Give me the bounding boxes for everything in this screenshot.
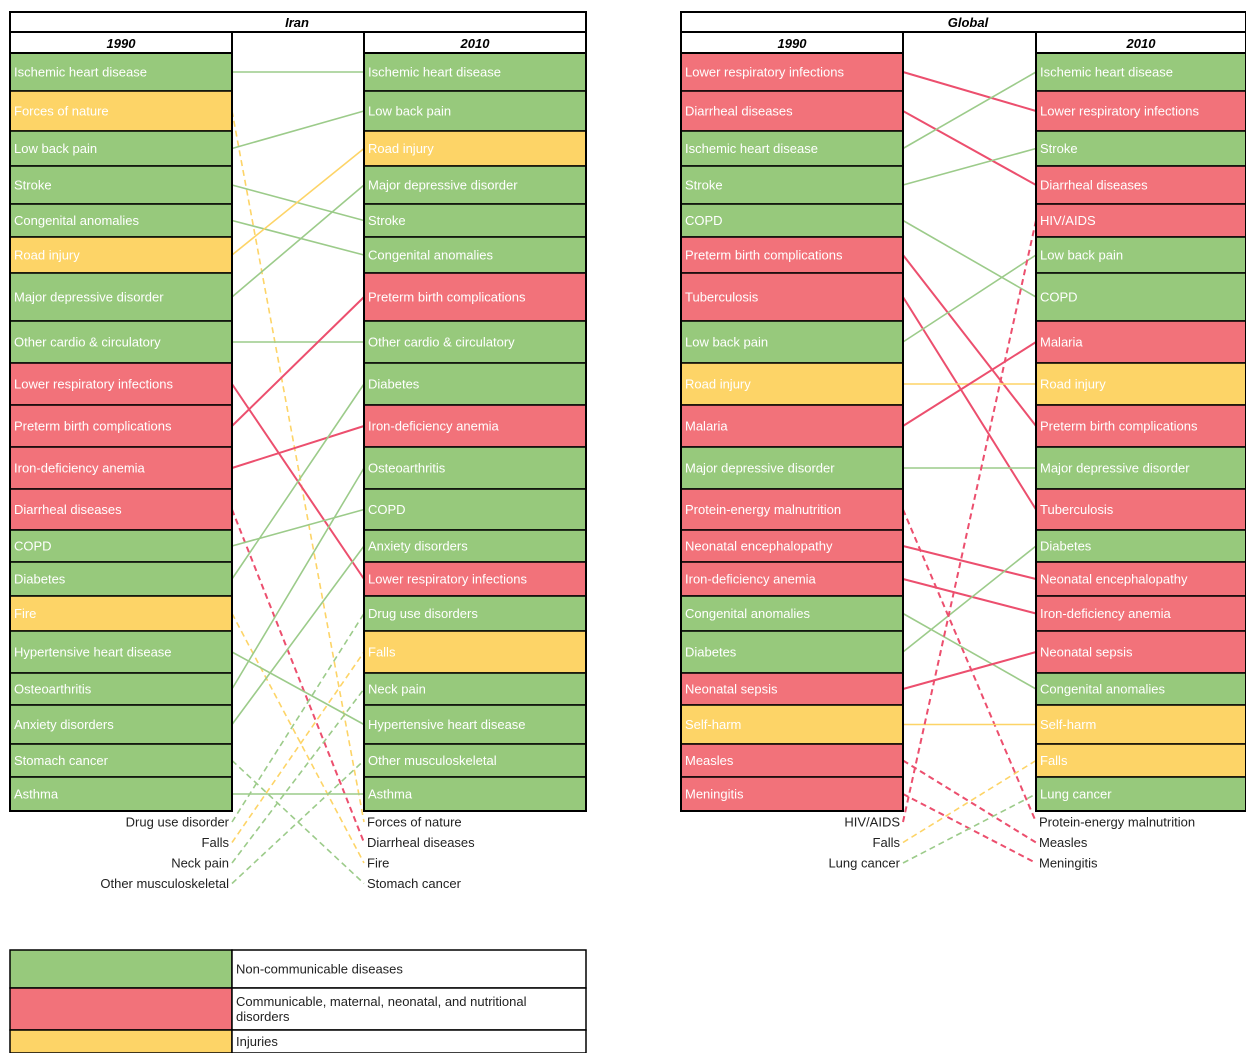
iran-2010-outside-label: Forces of nature: [367, 814, 462, 830]
iran-1990-label: Major depressive disorder: [14, 289, 164, 305]
iran-1990-outside-label: Falls: [201, 835, 229, 850]
global-1990-label: Neonatal encephalopathy: [685, 538, 833, 554]
global-2010-label: Malaria: [1040, 334, 1083, 350]
iran-1990-label: Lower respiratory infections: [14, 376, 173, 392]
global-1990-label: Diabetes: [685, 644, 737, 660]
iran-2010-label: Osteoarthritis: [368, 460, 446, 476]
iran-2010-label: Hypertensive heart disease: [368, 717, 526, 732]
iran-2010-label: Other musculoskeletal: [368, 753, 497, 768]
global-2010-label: Lung cancer: [1040, 786, 1112, 802]
iran-1990-label: Stomach cancer: [14, 753, 108, 768]
iran-2010-label: Anxiety disorders: [368, 538, 468, 554]
iran-rank-boxes: [10, 12, 586, 811]
iran-2010-outside-label: Diarrheal diseases: [367, 835, 475, 850]
global-2010-label: Congenital anomalies: [1040, 681, 1166, 697]
global-2010-label: Lower respiratory infections: [1040, 103, 1199, 119]
iran-1990-label: Fire: [14, 606, 37, 621]
iran-1990-label: Congenital anomalies: [14, 213, 140, 228]
iran-1990-label: Osteoarthritis: [14, 681, 92, 697]
global-2010-label: Stroke: [1040, 141, 1078, 156]
iran-2010-label: Falls: [368, 644, 396, 660]
global-1990-label: COPD: [685, 213, 723, 228]
legend-swatch-ncd: [10, 950, 232, 988]
global-rank-change-line: [903, 510, 1036, 823]
iran-2010-outside-label: Stomach cancer: [367, 876, 461, 891]
global-1990-label: Diarrheal diseases: [685, 103, 793, 119]
global-rank-change-line: [903, 149, 1036, 186]
global-rank-change-line: [903, 111, 1036, 185]
global-2010-label: Tuberculosis: [1040, 502, 1114, 517]
global-2010-label: Road injury: [1040, 376, 1106, 392]
global-1990-label: Tuberculosis: [685, 289, 759, 305]
global-rank-change-line: [903, 221, 1036, 298]
iran-1990-label: Diarrheal diseases: [14, 502, 122, 517]
iran-2010-label: Road injury: [368, 141, 434, 156]
global-1990-label: Congenital anomalies: [685, 606, 811, 621]
global-2010-label: Diabetes: [1040, 538, 1092, 554]
global-2010-header: 2010: [1126, 36, 1156, 51]
global-2010-label: Major depressive disorder: [1040, 460, 1190, 476]
global-2010-label: Iron-deficiency anemia: [1040, 606, 1171, 621]
global-2010-outside-label: Protein-energy malnutrition: [1039, 814, 1196, 830]
global-2010-label: Neonatal encephalopathy: [1040, 571, 1188, 587]
global-panel: [681, 12, 1246, 871]
global-2010-outside-label: Meningitis: [1039, 855, 1098, 871]
global-1990-label: Preterm birth complications: [685, 247, 843, 263]
iran-2010-header: 2010: [460, 36, 490, 51]
iran-rank-change-line: [232, 614, 364, 864]
global-1990-outside-label: HIV/AIDS: [844, 814, 900, 830]
iran-rank-change-line: [232, 221, 364, 256]
global-rank-change-line: [903, 652, 1036, 689]
iran-2010-label: COPD: [368, 502, 406, 517]
iran-2010-label: Stroke: [368, 213, 406, 228]
legend-label-cmnn: Communicable, maternal, neonatal, and nutritional: [236, 994, 527, 1009]
global-1990-header: 1990: [777, 36, 807, 51]
iran-1990-outside-label: Drug use disorder: [125, 814, 229, 830]
iran-panel-title: Iran: [285, 15, 309, 30]
global-2010-box: [1036, 744, 1246, 777]
global-rank-change-line: [903, 72, 1036, 111]
legend-label-cmnn: disorders: [236, 1009, 290, 1024]
iran-1990-label: Forces of nature: [14, 103, 109, 119]
global-1990-label: Neonatal sepsis: [685, 681, 778, 697]
legend-swatch-inj: [10, 1030, 232, 1053]
global-2010-label: Low back pain: [1040, 247, 1124, 263]
iran-2010-label: Ischemic heart disease: [368, 64, 501, 80]
iran-rank-change-line: [232, 111, 364, 149]
iran-rank-change-line: [232, 652, 364, 725]
iran-2010-label: Diabetes: [368, 376, 420, 392]
iran-2010-label: Asthma: [368, 786, 413, 802]
global-2010-label: Preterm birth complications: [1040, 418, 1198, 434]
iran-2010-label: Other cardio & circulatory: [368, 334, 515, 350]
iran-1990-label: Stroke: [14, 177, 52, 193]
iran-1990-label: Low back pain: [14, 141, 98, 156]
global-rank-change-line: [903, 614, 1036, 690]
global-2010-label: COPD: [1040, 289, 1078, 305]
iran-1990-box: [10, 596, 232, 631]
global-2010-label: Ischemic heart disease: [1040, 64, 1173, 80]
global-2010-label: Falls: [1040, 753, 1068, 768]
global-1990-label: Iron-deficiency anemia: [685, 571, 816, 587]
global-rank-change-line: [903, 255, 1036, 426]
global-rank-change-line: [903, 72, 1036, 149]
legend-text-cell: [232, 1030, 586, 1053]
legend-label-ncd: Non-communicable diseases: [236, 961, 403, 977]
global-1990-outside-label: Falls: [872, 835, 900, 850]
global-1990-label: Self-harm: [685, 717, 742, 732]
iran-1990-label: COPD: [14, 538, 52, 554]
global-1990-label: Protein-energy malnutrition: [685, 502, 842, 517]
legend-swatch-cmnn: [10, 988, 232, 1030]
global-1990-label: Lower respiratory infections: [685, 64, 844, 80]
global-1990-label: Malaria: [685, 418, 728, 434]
global-rank-change-line: [903, 221, 1036, 823]
global-1990-label: Meningitis: [685, 786, 744, 802]
iran-rank-change-line: [232, 510, 364, 547]
iran-1990-header: 1990: [106, 36, 136, 51]
legend: [10, 950, 586, 1053]
iran-rank-change-line: [232, 652, 364, 843]
iran-2010-label: Drug use disorders: [368, 606, 478, 621]
global-1990-label: Major depressive disorder: [685, 460, 835, 476]
global-rank-change-line: [903, 255, 1036, 342]
iran-1990-outside-label: Neck pain: [171, 855, 229, 871]
global-1990-label: Ischemic heart disease: [685, 141, 818, 156]
iran-2010-label: Iron-deficiency anemia: [368, 418, 499, 434]
iran-1990-label: Preterm birth complications: [14, 418, 172, 434]
iran-2010-label: Major depressive disorder: [368, 177, 518, 193]
iran-1990-label: Iron-deficiency anemia: [14, 460, 145, 476]
global-2010-outside-label: Measles: [1039, 835, 1088, 850]
iran-1990-label: Other cardio & circulatory: [14, 334, 161, 350]
global-rank-change-line: [903, 579, 1036, 614]
iran-2010-label: Low back pain: [368, 103, 452, 119]
iran-rank-change-line: [232, 297, 364, 426]
iran-panel: [10, 12, 586, 891]
iran-1990-label: Diabetes: [14, 571, 66, 587]
iran-1990-label: Road injury: [14, 247, 80, 263]
iran-2010-label: Preterm birth complications: [368, 289, 526, 305]
iran-2010-label: Lower respiratory infections: [368, 571, 527, 587]
global-1990-outside-label: Lung cancer: [828, 855, 900, 871]
global-1990-label: Measles: [685, 753, 734, 768]
global-panel-title: Global: [947, 15, 989, 30]
global-2010-label: Diarrheal diseases: [1040, 177, 1148, 193]
iran-2010-box: [364, 631, 586, 673]
iran-1990-outside-label: Other musculoskeletal: [100, 876, 229, 891]
iran-1990-label: Anxiety disorders: [14, 717, 114, 732]
iran-1990-label: Ischemic heart disease: [14, 64, 147, 80]
iran-rank-change-line: [232, 689, 364, 863]
global-1990-label: Low back pain: [685, 334, 769, 350]
legend-label-inj: Injuries: [236, 1034, 278, 1049]
iran-2010-label: Congenital anomalies: [368, 247, 494, 263]
global-2010-label: Self-harm: [1040, 717, 1097, 732]
global-2010-label: HIV/AIDS: [1040, 213, 1096, 228]
iran-2010-label: Neck pain: [368, 681, 426, 697]
iran-rank-change-line: [232, 510, 364, 843]
global-1990-label: Road injury: [685, 376, 751, 392]
global-2010-label: Neonatal sepsis: [1040, 644, 1133, 660]
iran-rank-change-line: [232, 426, 364, 468]
iran-connector-lines: [232, 72, 364, 884]
iran-1990-label: Asthma: [14, 786, 59, 802]
global-1990-label: Stroke: [685, 177, 723, 193]
iran-rank-change-line: [232, 468, 364, 689]
global-connector-lines: [903, 72, 1036, 863]
iran-2010-outside-label: Fire: [367, 855, 390, 871]
iran-rank-change-line: [232, 546, 364, 725]
iran-1990-label: Hypertensive heart disease: [14, 644, 172, 660]
